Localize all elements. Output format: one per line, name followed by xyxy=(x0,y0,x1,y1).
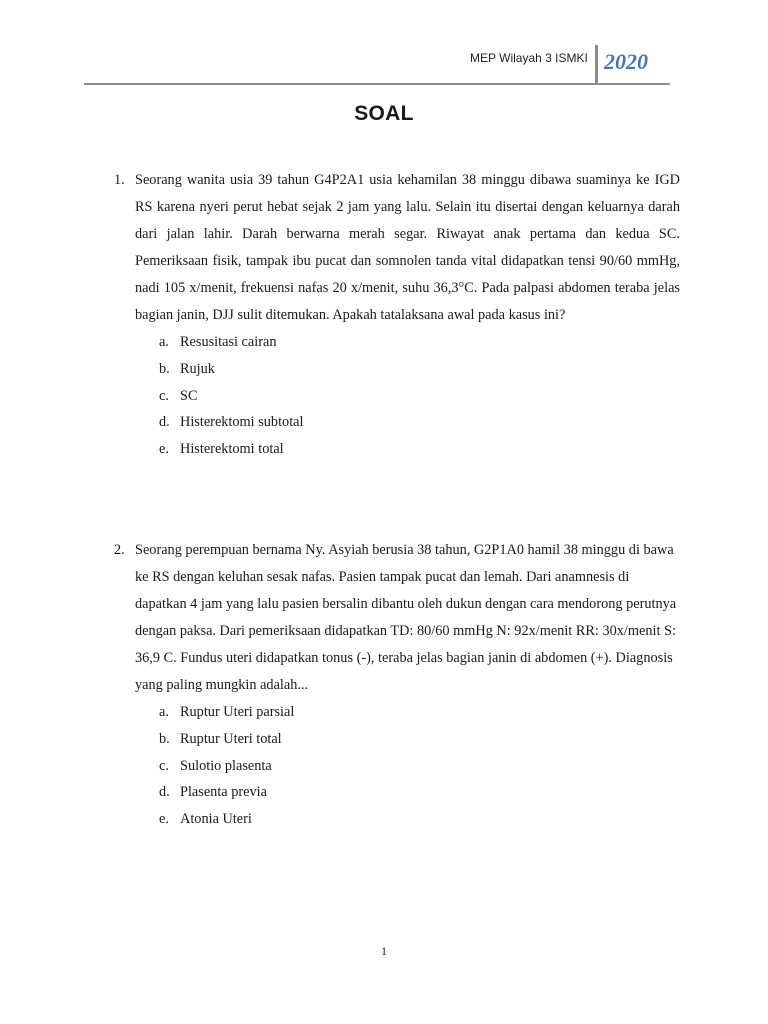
option-letter: a. xyxy=(159,334,169,350)
answer-options xyxy=(114,329,680,463)
option-text: Plasenta previa xyxy=(180,784,267,801)
option-text: Histerektomi total xyxy=(180,441,284,458)
header-organization: MEP Wilayah 3 ISMKI xyxy=(470,51,588,65)
question-text: Seorang wanita usia 39 tahun G4P2A1 usia kehamilan 38 minggu dibawa suaminya ke IGD RS karena nyeri perut hebat sejak 2 jam yang lalu. Selain itu disertai dengan keluarnya darah dari jalan lahir. Darah berwarna merah segar. Riwayat anak pertama dan kedua SC. Pemeriksaan fisik, tampak ibu pucat dan somnolen tanda vital didapatkan tensi 90/60 mmHg, nadi 105 x/menit, frekuensi nafas 20 x/menit, suhu 36,3°C. Pada palpasi abdomen teraba jelas bagian janin, DJJ sulit ditemukan. Apakah tatalaksana awal pada kasus ini? xyxy=(135,172,680,323)
header-divider xyxy=(595,45,598,83)
option-a xyxy=(159,699,680,726)
option-a xyxy=(159,329,680,356)
option-e xyxy=(159,806,680,833)
question-number: 2. xyxy=(114,542,125,558)
option-text: Histerektomi subtotal xyxy=(180,414,304,431)
page-title: SOAL xyxy=(354,102,414,125)
option-letter: e. xyxy=(159,811,169,828)
option-text: Ruptur Uteri parsial xyxy=(180,704,295,720)
option-text: SC xyxy=(180,387,198,404)
option-letter: b. xyxy=(159,730,170,747)
header-year: 2020 xyxy=(604,49,648,74)
option-d xyxy=(159,779,680,806)
page-number: 1 xyxy=(381,944,387,958)
option-letter: d. xyxy=(159,784,170,801)
header-rule xyxy=(84,83,670,85)
question-text: Seorang perempuan bernama Ny. Asyiah berusia 38 tahun, G2P1A0 hamil 38 minggu di bawa ke RS dengan keluhan sesak nafas. Pasien tampak pucat dan lemah. Dari anamnesis di dapatkan 4 jam yang lalu pasien bersalin dibantu oleh dukun dengan cara mendorong perutnya dengan paksa. Dari pemeriksaan didapatkan TD: 80/60 mmHg N: 92x/menit RR: 30x/menit S: 36,9 C. Fundus uteri didapatkan tonus (-), teraba jelas bagian janin di abdomen (+). Diagnosis yang paling mungkin adalah... xyxy=(135,542,677,693)
question-2 xyxy=(114,537,680,833)
option-letter: c. xyxy=(159,757,169,774)
option-letter: d. xyxy=(159,414,170,431)
option-e xyxy=(159,436,680,463)
option-text: Sulotio plasenta xyxy=(180,757,272,774)
option-letter: e. xyxy=(159,441,169,458)
question-1 xyxy=(114,167,680,463)
answer-options xyxy=(114,699,680,833)
option-text: Rujuk xyxy=(180,360,215,377)
option-text: Resusitasi cairan xyxy=(180,334,277,350)
question-number: 1. xyxy=(114,172,125,188)
option-d xyxy=(159,409,680,436)
option-letter: b. xyxy=(159,360,170,377)
option-letter: c. xyxy=(159,387,169,404)
option-b xyxy=(159,726,680,753)
option-letter: a. xyxy=(159,704,169,720)
option-c xyxy=(159,753,680,780)
option-c xyxy=(159,383,680,410)
option-text: Atonia Uteri xyxy=(180,811,252,828)
option-text: Ruptur Uteri total xyxy=(180,730,282,747)
option-b xyxy=(159,356,680,383)
